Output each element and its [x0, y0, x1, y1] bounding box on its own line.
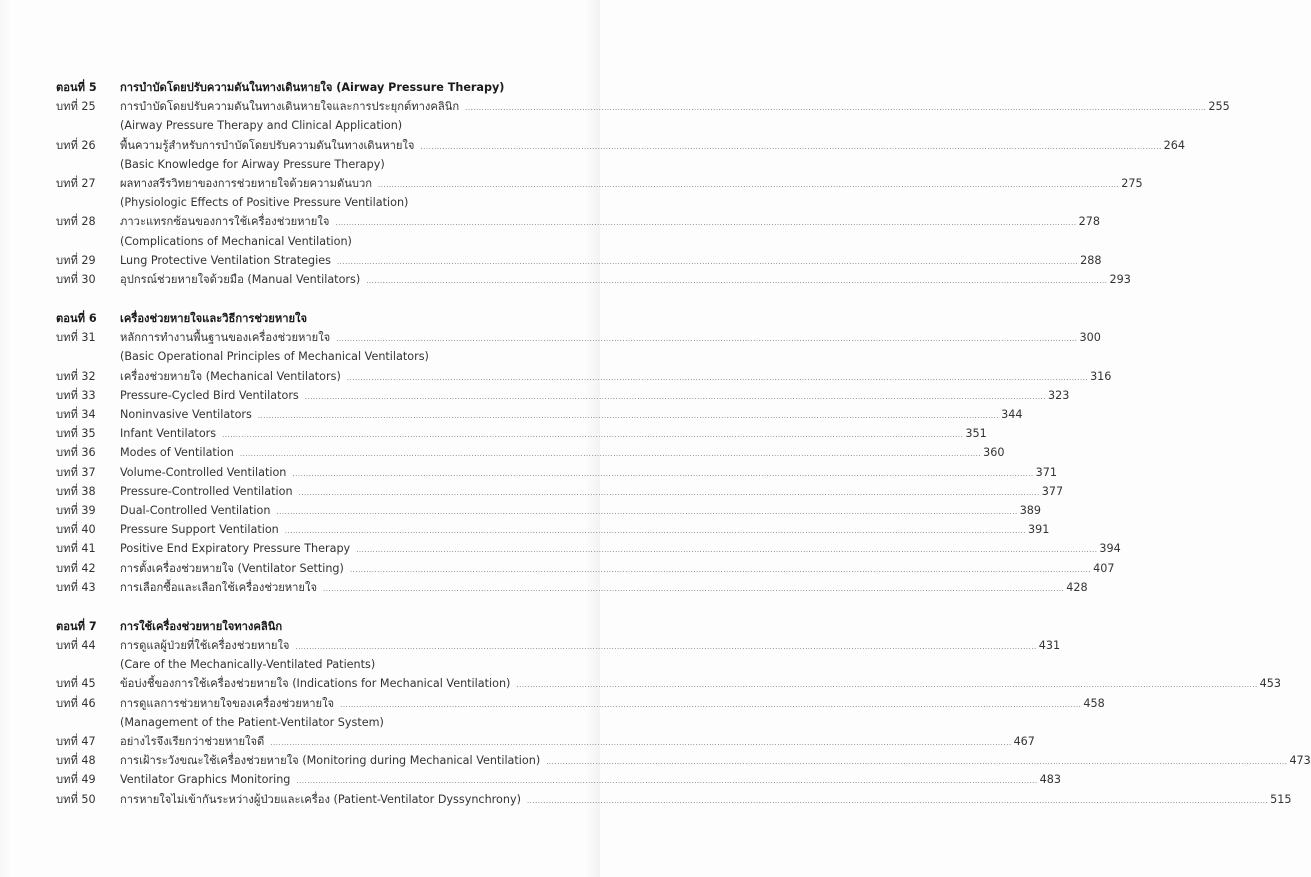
dot-leader	[323, 580, 1064, 599]
dot-leader	[299, 484, 1040, 503]
chapter-subtitle-row	[56, 193, 552, 212]
page-number: 407	[1093, 561, 1115, 575]
dot-leader	[335, 214, 1076, 233]
page-number: 394	[1099, 542, 1121, 556]
chapter-title: พื้นความรู้สำหรับการบำบัดโดยปรับความดันในทางเดินหายใจ	[120, 138, 415, 152]
page-number: 300	[1079, 331, 1101, 345]
toc-entry[interactable]	[56, 367, 1112, 386]
chapter-title: Positive End Expiratory Pressure Therapy	[120, 542, 351, 556]
dot-leader	[276, 503, 1017, 522]
toc-entry[interactable]	[56, 770, 1061, 789]
page-number: 428	[1066, 580, 1088, 594]
dot-leader	[240, 445, 981, 464]
dot-leader	[465, 99, 1206, 118]
toc-part-section	[56, 309, 1121, 597]
chapter-subtitle-row	[56, 232, 552, 251]
page-number: 389	[1019, 503, 1042, 517]
dot-leader	[222, 426, 963, 445]
toc-part-section	[56, 617, 1311, 809]
part-title: เครื่องช่วยหายใจและวิธีการช่วยหายใจ	[120, 312, 308, 326]
part-title: การบำบัดโดยปรับความดันในทางเดินหายใจ (Airway Pressure Therapy)	[120, 81, 505, 94]
toc-entry[interactable]	[56, 674, 1282, 693]
toc-entry[interactable]	[56, 270, 1131, 289]
chapter-title: การหายใจไม่เข้ากันระหว่างผู้ป่วยและเครื่อง (Patient-Ventilator Dyssynchrony)	[120, 792, 521, 806]
toc-entry[interactable]	[56, 463, 1057, 482]
chapter-label: บทที่ 46	[56, 696, 96, 710]
page-number: 515	[1270, 792, 1292, 806]
dot-leader	[527, 792, 1268, 811]
page-number: 344	[1001, 408, 1023, 421]
toc-entry[interactable]	[56, 559, 1115, 578]
chapter-label: บทที่ 43	[56, 580, 96, 594]
chapter-title: การดูแลผู้ป่วยที่ใช้เครื่องช่วยหายใจ	[120, 639, 290, 653]
dot-leader	[295, 638, 1036, 657]
toc-entry[interactable]	[56, 732, 1035, 751]
chapter-title: Lung Protective Ventilation Strategies	[120, 253, 331, 267]
dot-leader	[420, 138, 1161, 157]
chapter-label: บทที่ 30	[56, 272, 96, 286]
chapter-subtitle: (Basic Operational Principles of Mechanical Ventilators)	[120, 350, 429, 364]
chapter-subtitle: (Management of the Patient-Ventilator System)	[120, 715, 384, 729]
chapter-title: Noninvasive Ventilators	[120, 408, 252, 421]
dot-leader	[356, 541, 1097, 560]
chapter-label: บทที่ 33	[56, 388, 96, 402]
chapter-label: บทที่ 39	[56, 503, 96, 517]
page-number: 458	[1083, 696, 1105, 710]
part-heading	[56, 78, 552, 97]
chapter-title: ข้อบ่งชี้ของการใช้เครื่องช่วยหายใจ (Indications for Mechanical Ventilation)	[120, 677, 511, 691]
page-number: 293	[1109, 272, 1131, 286]
dot-leader	[347, 369, 1088, 388]
chapter-title: อุปกรณ์ช่วยหายใจด้วยมือ (Manual Ventilators)	[120, 272, 361, 286]
chapter-subtitle-row	[56, 713, 552, 732]
toc-entry[interactable]	[56, 251, 1102, 270]
chapter-subtitle-row	[56, 116, 552, 135]
chapter-subtitle-row	[56, 655, 552, 674]
chapter-label: บทที่ 35	[56, 427, 96, 441]
part-heading	[56, 309, 552, 328]
toc-entry[interactable]	[56, 424, 987, 443]
dot-leader	[336, 330, 1077, 349]
chapter-label: บทที่ 25	[56, 100, 96, 114]
toc-entry[interactable]	[56, 694, 1105, 713]
page-number: 453	[1259, 677, 1282, 691]
dot-leader	[305, 388, 1046, 407]
part-heading	[56, 617, 552, 636]
chapter-title: เครื่องช่วยหายใจ (Mechanical Ventilators)	[120, 369, 341, 383]
chapter-title: หลักการทำงานพื้นฐานของเครื่องช่วยหายใจ	[120, 331, 331, 345]
toc-entry[interactable]	[56, 539, 1121, 558]
part-label: ตอนที่ 7	[56, 619, 97, 633]
chapter-subtitle: (Basic Knowledge for Airway Pressure Therapy)	[120, 157, 385, 171]
toc-entry[interactable]	[56, 386, 1070, 405]
chapter-title: การดูแลการช่วยหายใจของเครื่องช่วยหายใจ	[120, 696, 335, 710]
dot-leader	[350, 561, 1091, 580]
toc-entry[interactable]	[56, 790, 1292, 809]
chapter-title: Pressure-Controlled Ventilation	[120, 484, 293, 498]
chapter-subtitle: (Care of the Mechanically-Ventilated Patients)	[120, 658, 376, 672]
page-number: 255	[1208, 100, 1230, 114]
chapter-title: Volume-Controlled Ventilation	[120, 465, 287, 479]
chapter-label: บทที่ 40	[56, 523, 96, 537]
page-number: 467	[1013, 735, 1035, 748]
chapter-label: บทที่ 31	[56, 331, 96, 345]
dot-leader	[292, 465, 1033, 484]
page-number: 371	[1035, 465, 1057, 479]
toc-entry[interactable]	[56, 405, 1023, 424]
part-label: ตอนที่ 6	[56, 312, 97, 326]
page-number: 288	[1080, 253, 1102, 267]
part-label: ตอนที่ 5	[56, 81, 97, 94]
chapter-title: Dual-Controlled Ventilation	[120, 503, 271, 517]
chapter-subtitle: (Complications of Mechanical Ventilation)	[120, 234, 352, 248]
toc-part-section	[56, 78, 1230, 289]
chapter-label: บทที่ 41	[56, 542, 96, 556]
chapter-title: อย่างไรจึงเรียกว่าช่วยหายใจดี	[120, 735, 265, 748]
chapter-label: บทที่ 27	[56, 176, 96, 190]
page-number: 473	[1289, 754, 1311, 768]
toc-entry[interactable]	[56, 636, 1061, 655]
toc-entry[interactable]	[56, 501, 1042, 520]
chapter-title: Modes of Ventilation	[120, 446, 234, 460]
chapter-subtitle: (Physiologic Effects of Positive Pressure Ventilation)	[120, 196, 409, 210]
chapter-title: ผลทางสรีรวิทยาของการช่วยหายใจด้วยความดันบวก	[120, 176, 373, 190]
chapter-title: Pressure-Cycled Bird Ventilators	[120, 388, 299, 402]
toc-entry[interactable]	[56, 482, 1064, 501]
chapter-title: Infant Ventilators	[120, 427, 217, 441]
toc-entry[interactable]	[56, 520, 1050, 539]
chapter-label: บทที่ 45	[56, 677, 96, 691]
page-number: 351	[965, 427, 987, 441]
chapter-label: บทที่ 49	[56, 773, 96, 787]
chapter-label: บทที่ 28	[56, 215, 96, 229]
chapter-label: บทที่ 44	[56, 639, 96, 653]
chapter-label: บทที่ 37	[56, 465, 96, 479]
page-number: 316	[1090, 369, 1112, 383]
chapter-label: บทที่ 42	[56, 561, 96, 575]
chapter-subtitle-row	[56, 155, 552, 174]
dot-leader	[258, 407, 999, 426]
chapter-title: การเลือกซื้อและเลือกใช้เครื่องช่วยหายใจ	[120, 580, 318, 594]
toc-entry[interactable]	[56, 136, 1186, 155]
chapter-subtitle-row	[56, 347, 552, 366]
toc-entry[interactable]	[56, 443, 1005, 462]
toc-entry[interactable]	[56, 97, 1230, 116]
page-number: 360	[983, 446, 1005, 460]
chapter-title: ภาวะแทรกซ้อนของการใช้เครื่องช่วยหายใจ	[120, 215, 330, 229]
toc-entry[interactable]	[56, 578, 1088, 597]
chapter-title: Pressure Support Ventilation	[120, 523, 279, 537]
chapter-label: บทที่ 29	[56, 253, 96, 267]
chapter-label: บทที่ 50	[56, 792, 96, 806]
toc-entry[interactable]	[56, 212, 1100, 231]
chapter-label: บทที่ 32	[56, 369, 96, 383]
page-number: 431	[1038, 639, 1061, 653]
part-title: การใช้เครื่องช่วยหายใจทางคลินิก	[120, 619, 283, 633]
chapter-label: บทที่ 47	[56, 735, 96, 748]
page-number: 264	[1163, 138, 1186, 152]
toc-entry[interactable]	[56, 174, 1143, 193]
dot-leader	[337, 253, 1078, 272]
dot-leader	[546, 753, 1287, 772]
table-of-contents	[56, 78, 1311, 809]
dot-leader	[340, 696, 1081, 715]
toc-entry[interactable]	[56, 751, 1311, 770]
dot-leader	[516, 676, 1257, 695]
page-number: 278	[1078, 215, 1100, 229]
chapter-title: Ventilator Graphics Monitoring	[120, 773, 291, 787]
chapter-label: บทที่ 34	[56, 408, 96, 421]
chapter-title: การบำบัดโดยปรับความดันในทางเดินหายใจและการประยุกต์ทางคลินิก	[120, 100, 460, 114]
chapter-label: บทที่ 36	[56, 446, 96, 460]
dot-leader	[285, 522, 1026, 541]
dot-leader	[378, 176, 1119, 195]
chapter-subtitle: (Airway Pressure Therapy and Clinical Application)	[120, 119, 403, 133]
toc-entry[interactable]	[56, 328, 1101, 347]
chapter-label: บทที่ 26	[56, 138, 96, 152]
page-number: 275	[1121, 176, 1143, 190]
page-number: 391	[1028, 523, 1050, 537]
page-number: 483	[1039, 773, 1061, 787]
chapter-label: บทที่ 48	[56, 754, 96, 768]
chapter-label: บทที่ 38	[56, 484, 96, 498]
page-number: 323	[1048, 388, 1070, 402]
dot-leader	[366, 272, 1107, 291]
chapter-title: การเฝ้าระวังขณะใช้เครื่องช่วยหายใจ (Monitoring during Mechanical Ventilation)	[120, 754, 541, 768]
chapter-title: การตั้งเครื่องช่วยหายใจ (Ventilator Setting)	[120, 561, 344, 575]
page-number: 377	[1041, 484, 1064, 498]
